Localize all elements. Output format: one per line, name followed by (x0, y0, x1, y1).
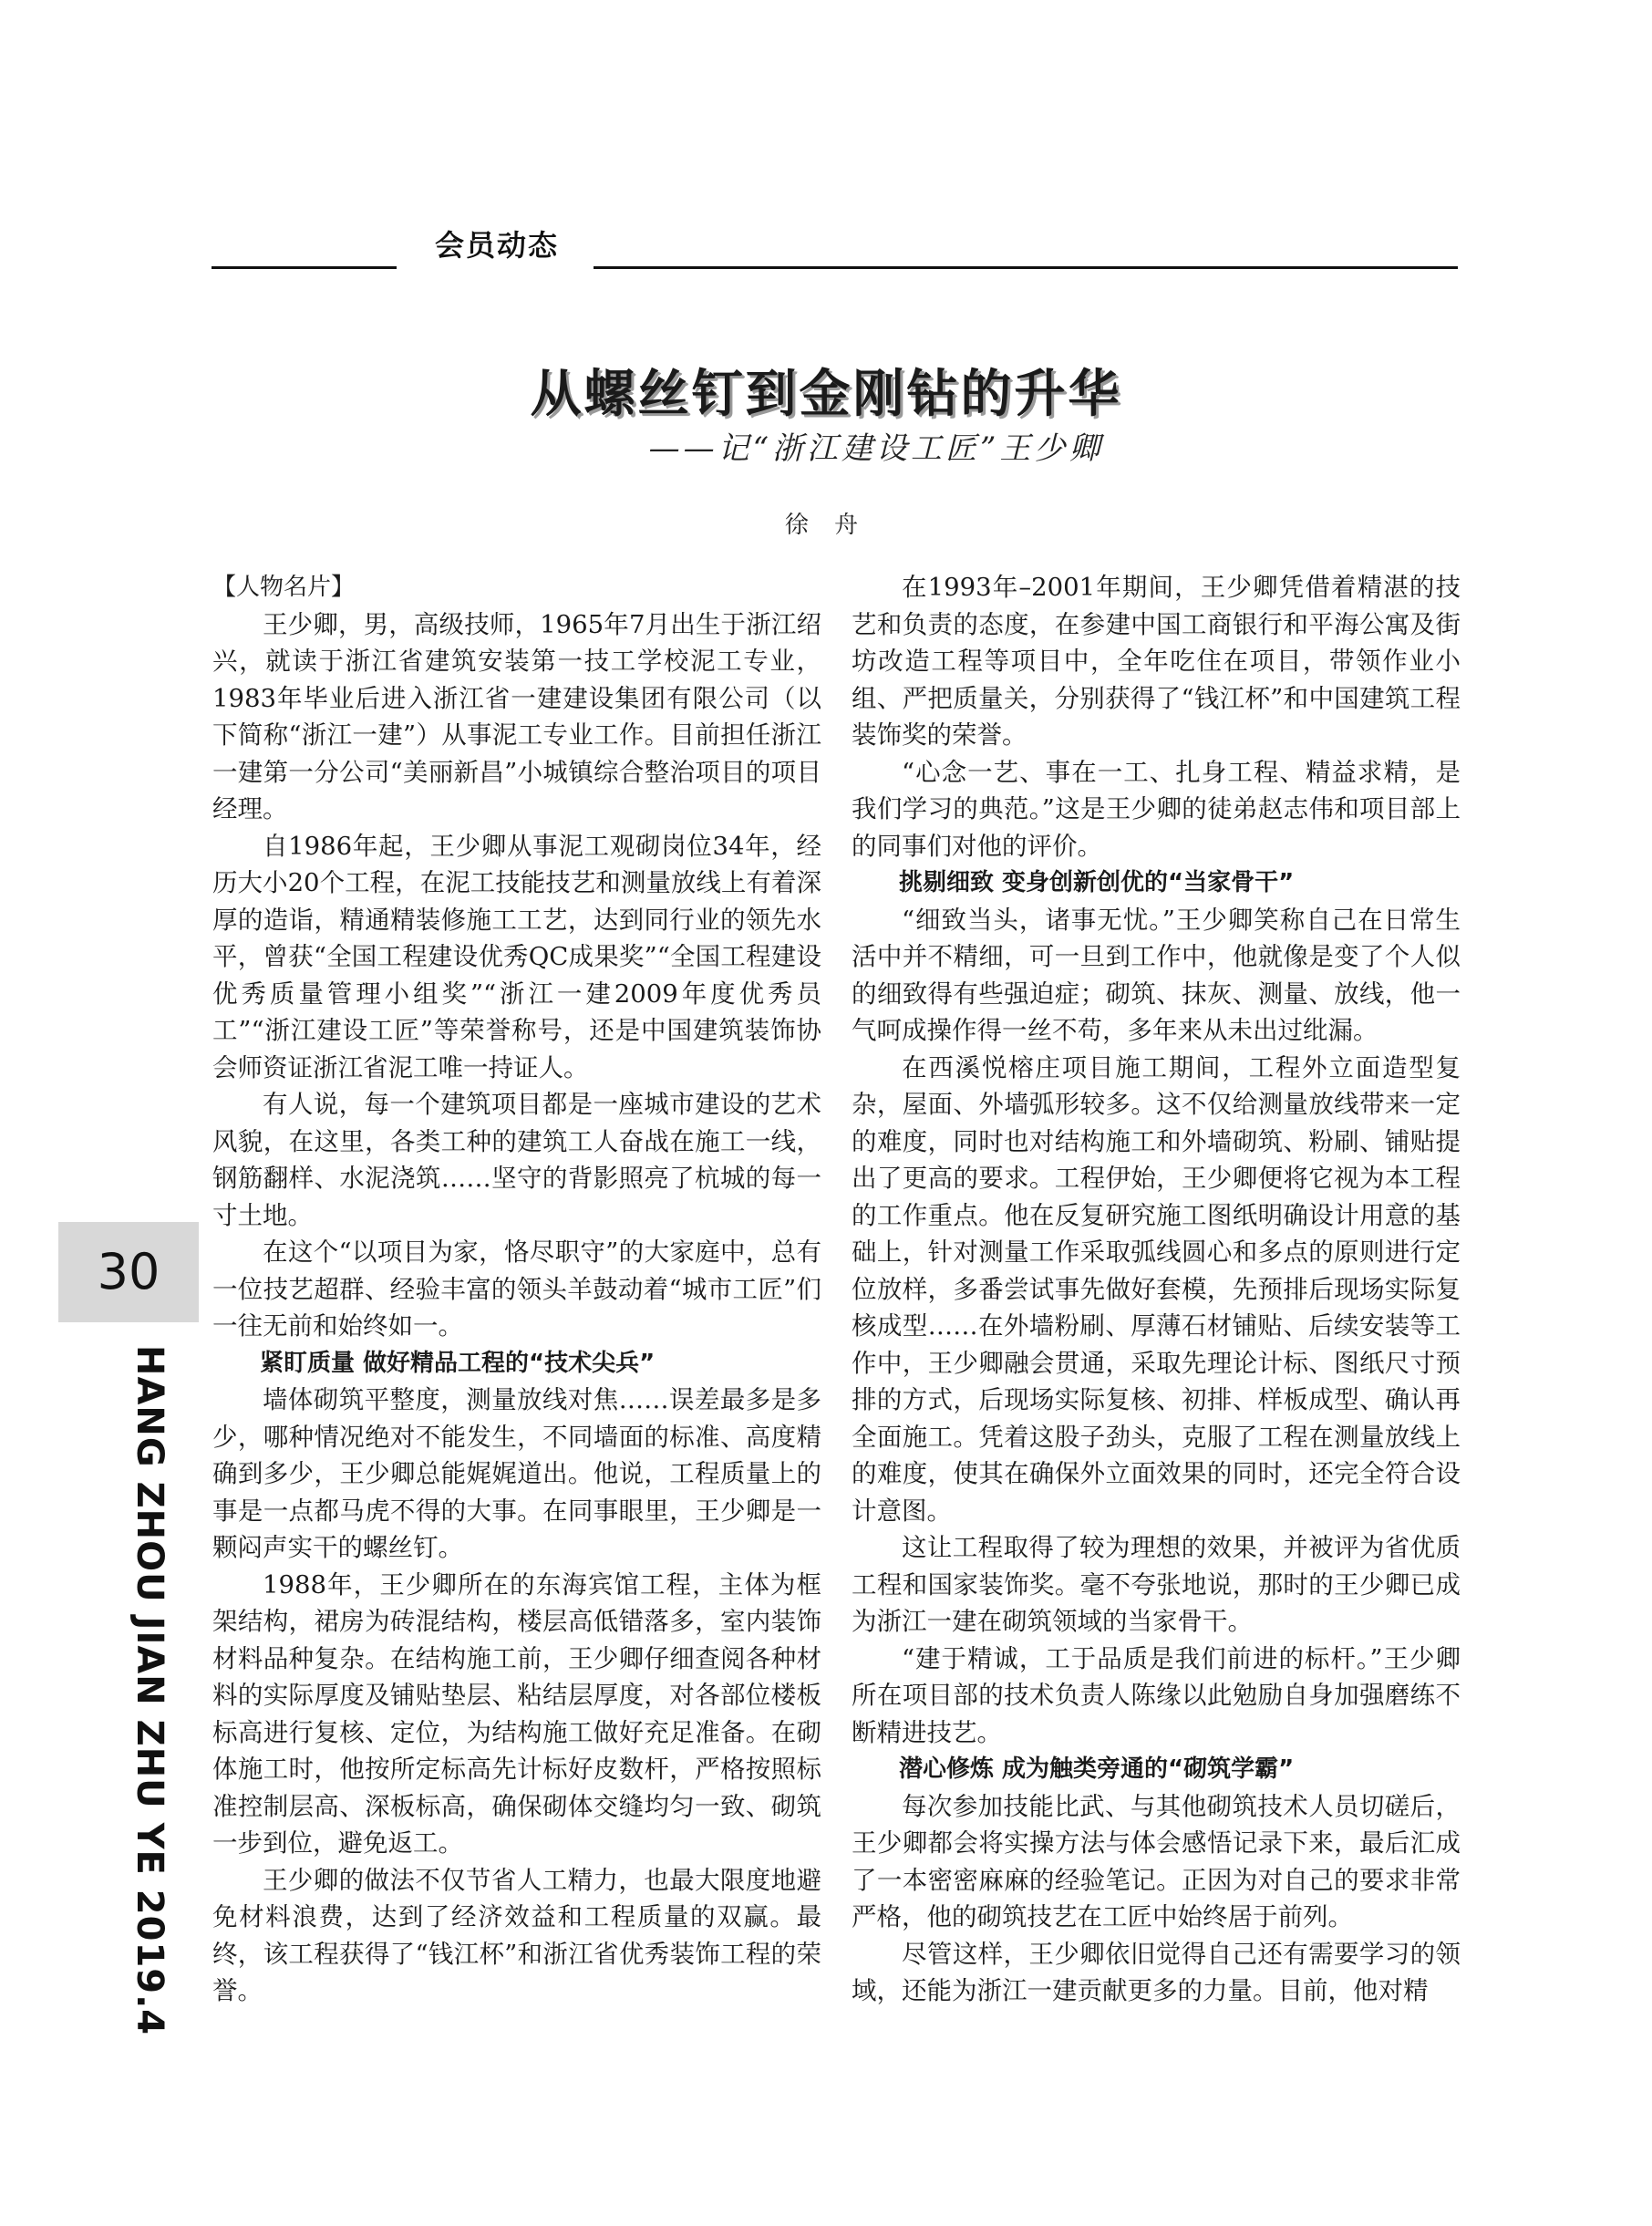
profile-label: 【人物名片】 (212, 574, 356, 601)
section-heading: 紧盯质量 做好精品工程的“技术尖兵” (260, 1349, 656, 1377)
paragraph: 每次参加技能比武、与其他砌筑技术人员切磋后，王少卿都会将实操方法与体会感悟记录下来，最后汇成了一本密密麻麻的经验笔记。正因为对自己的要求非常严格，他的砌筑技艺在工匠中始终居于前列。 (852, 1791, 1461, 1931)
page-number: 30 (97, 1243, 160, 1300)
paragraph: 在西溪悦榕庄项目施工期间，工程外立面造型复杂，屋面、外墙弧形较多。这不仅给测量放线带来一定的难度，同时也对结构施工和外墙砌筑、粉刷、铺贴提出了更高的要求。工程伊始，王少卿便将它视为本工程的工作重点。他在反复研究施工图纸明确设计用意的基础上，针对测量工作采取弧线圆心和多点的原则进行定位放样，多番尝试事先做好套模，先预排后现场实际复核成型……在外墙粉刷、厚薄石材铺贴、后续安装等工作中，王少卿融会贯通，采取先理论计标、图纸尺寸预排的方式，后现场实际复核、初排、样板成型、确认再全面施工。凭着这股子劲头，克服了工程在测量放线上的难度，使其在确保外立面效果的同时，还完全符合设计意图。 (852, 1052, 1461, 1526)
section-label: 会员动态 (434, 228, 559, 263)
right-column (852, 569, 1461, 2010)
page-number-box (58, 1222, 199, 1322)
left-column (212, 569, 821, 2010)
paragraph: 这让工程取得了较为理想的效果，并被评为省优质工程和国家装饰奖。毫不夸张地说，那时的王少卿已成为浙江一建在砌筑领域的当家骨干。 (852, 1533, 1461, 1636)
paragraph: 有人说，每一个建筑项目都是一座城市建设的艺术风貌，在这里，各类工种的建筑工人奋战在施工一线，钢筋翻样、水泥浇筑……坚守的背影照亮了杭城的每一寸土地。 (212, 1090, 821, 1230)
section-heading: 潜心修炼 成为触类旁通的“砌筑学霸” (899, 1755, 1295, 1783)
paragraph: 王少卿，男，高级技师，1965年7月出生于浙江绍兴，就读于浙江省建筑安装第一技工学校泥工专业，1983年毕业后进入浙江省一建建设集团有限公司（以下简称“浙江一建”）从事泥工专业工作。目前担任浙江一建第一分公司“美丽新昌”小城镇综合整治项目的项目经理。 (212, 609, 821, 823)
section-rule-left (212, 266, 397, 269)
paragraph: “细致当头，诸事无忧。”王少卿笑称自己在日常生活中并不精细，可一旦到工作中，他就像是变了个人似的细致得有些强迫症；砌筑、抹灰、测量、放线，他一气呵成操作得一丝不苟，多年来从未出过纰漏。 (852, 905, 1461, 1045)
paragraph: 在1993年–2001年期间，王少卿凭借着精湛的技艺和负责的态度，在参建中国工商银行和平海公寓及街坊改造工程等项目中，全年吃住在项目，带领作业小组、严把质量关，分别获得了“钱江杯”和中国建筑工程装饰奖的荣誉。 (852, 573, 1461, 750)
paragraph: 1988年，王少卿所在的东海宾馆工程，主体为框架结构，裙房为砖混结构，楼层高低错落多，室内装饰材料品种复杂。在结构施工前，王少卿仔细查阅各种材料的实际厚度及铺贴垫层、粘结层厚度，对各部位楼板标高进行复核、定位，为结构施工做好充足准备。在砌体施工时，他按所定标高先计标好皮数杆，严格按照标准控制层高、深板标高，确保砌体交缝均匀一致、砌筑一步到位，避免返工。 (212, 1569, 821, 1858)
paragraph: 王少卿的做法不仅节省人工精力，也最大限度地避免材料浪费，达到了经济效益和工程质量的双赢。最终，该工程获得了“钱江杯”和浙江省优秀装饰工程的荣誉。 (212, 1865, 821, 2005)
article-subtitle: ——记“浙江建设工匠”王少卿 (648, 430, 1104, 467)
journal-name-vertical: HANG ZHOU JIAN ZHU YE 2019.4 (129, 1345, 170, 2036)
paragraph: “心念一艺、事在一工、扎身工程、精益求精，是我们学习的典范。”这是王少卿的徒弟赵志伟和项目部上的同事们对他的评价。 (852, 757, 1461, 861)
paragraph: 墙体砌筑平整度，测量放线对焦……误差最多是多少，哪种情况绝对不能发生，不同墙面的标准、高度精确到多少，王少卿总能娓娓道出。他说，工程质量上的事是一点都马虎不得的大事。在同事眼里，王少卿是一颗闷声实干的螺丝钉。 (212, 1385, 821, 1562)
paragraph: 尽管这样，王少卿依旧觉得自己还有需要学习的领域，还能为浙江一建贡献更多的力量。目前，他对精 (852, 1939, 1461, 2005)
section-rule-right (594, 266, 1458, 269)
paragraph: 自1986年起，王少卿从事泥工观砌岗位34年，经历大小20个工程，在泥工技能技艺和测量放线上有着深厚的造诣，精通精装修施工工艺，达到同行业的领先水平，曾获“全国工程建设优秀QC成果奖”“全国工程建设优秀质量管理小组奖”“浙江一建2009年度优秀员工”“浙江建设工匠”等荣誉称号，还是中国建筑装饰协会师资证浙江省泥工唯一持证人。 (212, 831, 821, 1082)
paragraph: “建于精诚，工于品质是我们前进的标杆。”王少卿所在项目部的技术负责人陈缘以此勉励自身加强磨练不断精进技艺。 (852, 1643, 1461, 1747)
article-author: 徐 舟 (784, 512, 868, 539)
section-heading: 挑剔细致 变身创新创优的“当家骨干” (899, 869, 1295, 896)
article-title: 从螺丝钉到金刚钻的升华 (530, 365, 1122, 424)
paragraph: 在这个“以项目为家，恪尽职守”的大家庭中，总有一位技艺超群、经验丰富的领头羊鼓动着“城市工匠”们一往无前和始终如一。 (212, 1237, 821, 1341)
